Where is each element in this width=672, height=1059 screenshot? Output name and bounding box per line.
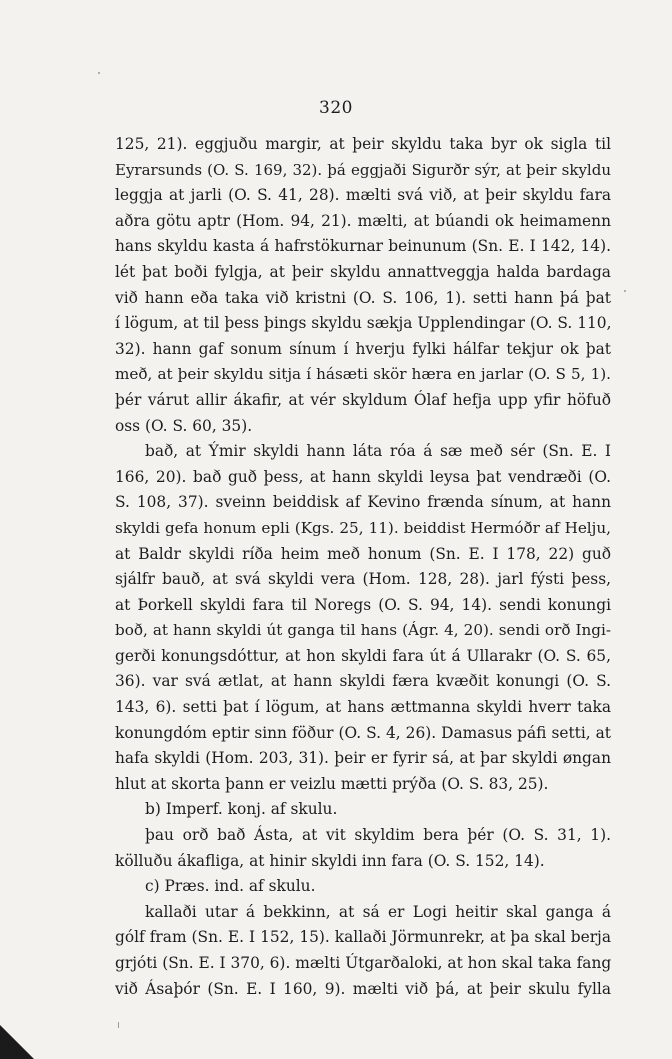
text-line: konungdóm eptir sinn föður (O. S. 4, 26). Damasus páfi setti, at xyxy=(115,723,611,742)
text-line: lét þat boði fylgja, at þeir skyldu annattveggja halda bardaga xyxy=(115,262,611,281)
text-line: S. 108, 37). sveinn beiddisk af Kevino frænda sínum, at hann xyxy=(115,493,611,512)
text-line: boð, at hann skyldi út ganga til hans (Ágr. 4, 20). sendi orð Ingi- xyxy=(115,621,611,640)
text-line: við Ásaþór (Sn. E. I 160, 9). mælti við þá, at þeir skulu fylla xyxy=(115,979,611,998)
text-line: 143, 6). setti þat í lögum, at hans ættmanna skyldi hverr taka xyxy=(115,698,611,717)
text-line: 166, 20). bað guð þess, at hann skyldi leysa þat vendræði (O. xyxy=(115,467,611,486)
text-line: hlut at skorta þann er veizlu mætti prýða (O. S. 83, 25). xyxy=(115,774,549,793)
paper-speck xyxy=(98,72,100,74)
text-line: við hann eða taka við kristni (O. S. 106, 1). setti hann þá þat xyxy=(115,288,611,307)
text-line: 125, 21). eggjuðu margir, at þeir skyldu taka byr ok sigla til xyxy=(115,135,611,153)
text-line: leggja at jarli (O. S. 41, 28). mælti svá við, at þeir skyldu fara xyxy=(115,186,611,205)
text-line: hafa skyldi (Hom. 203, 31). þeir er fyrir sá, at þar skyldi øngan xyxy=(115,749,611,768)
text-line: kölluðu ákafliga, at hinir skyldi inn fara (O. S. 152, 14). xyxy=(115,851,545,870)
text-line: at Þorkell skyldi fara til Noregs (O. S. 94, 14). sendi konungi xyxy=(115,595,611,614)
text-line: bað, at Ýmir skyldi hann láta róa á sæ með sér (Sn. E. I xyxy=(145,442,611,461)
text-line: í lögum, at til þess þings skyldu sækja Upplendingar (O. S. 110, xyxy=(115,314,611,333)
text-line: at Baldr skyldi ríða heim með honum (Sn. E. I 178, 22) guð xyxy=(115,544,611,563)
text-line: 32). hann gaf sonum sínum í hverju fylki hálfar tekjur ok þat xyxy=(115,339,611,358)
section-heading: b) Imperf. konj. af skulu. xyxy=(145,800,338,819)
section-heading: c) Præs. ind. af skulu. xyxy=(145,877,316,896)
text-line: Eyrarsunds (O. S. 169, 32). þá eggjaði Sigurðr sýr, at þeir skyldu xyxy=(115,160,611,179)
paper-speck xyxy=(624,290,626,292)
body-text xyxy=(115,132,611,1002)
text-line: aðra götu aptr (Hom. 94, 21). mælti, at búandi ok heimamenn xyxy=(115,211,611,230)
text-line: með, at þeir skyldu sitja í hásæti skör hæra en jarlar (O. S 5, 1). xyxy=(115,365,611,384)
text-line: þér várut allir ákafir, at vér skyldum Ólaf hefja upp yfir höfuð xyxy=(115,390,611,409)
text-line: gólf fram (Sn. E. I 152, 15). kallaði Jörmunrekr, at þa skal berja xyxy=(115,928,611,947)
text-line: grjóti (Sn. E. I 370, 6). mælti Útgarðaloki, at hon skal taka fang xyxy=(115,954,611,972)
text-line: sjálfr bauð, at svá skyldi vera (Hom. 128, 28). jarl fýsti þess, xyxy=(115,570,611,589)
page-number: 320 xyxy=(319,98,353,118)
text-line: oss (O. S. 60, 35). xyxy=(115,416,253,435)
scan-corner-shadow xyxy=(0,1025,34,1059)
text-line: skyldi gefa honum epli (Kgs. 25, 11). beiddist Hermóðr af Helju, xyxy=(115,518,611,537)
text-line: kallaði utar á bekkinn, at sá er Logi heitir skal ganga á xyxy=(145,902,611,921)
paper-speck xyxy=(118,1022,119,1028)
text-line: þau orð bað Ásta, at vit skyldim bera þér (O. S. 31, 1). xyxy=(145,826,611,845)
text-line: gerði konungsdóttur, at hon skyldi fara út á Ullarakr (O. S. 65, xyxy=(115,646,611,665)
text-line: hans skyldu kasta á hafrstökurnar beinunum (Sn. E. I 142, 14). xyxy=(115,237,611,256)
text-line: 36). var svá ætlat, at hann skyldi færa kvæðit konungi (O. S. xyxy=(115,672,611,691)
